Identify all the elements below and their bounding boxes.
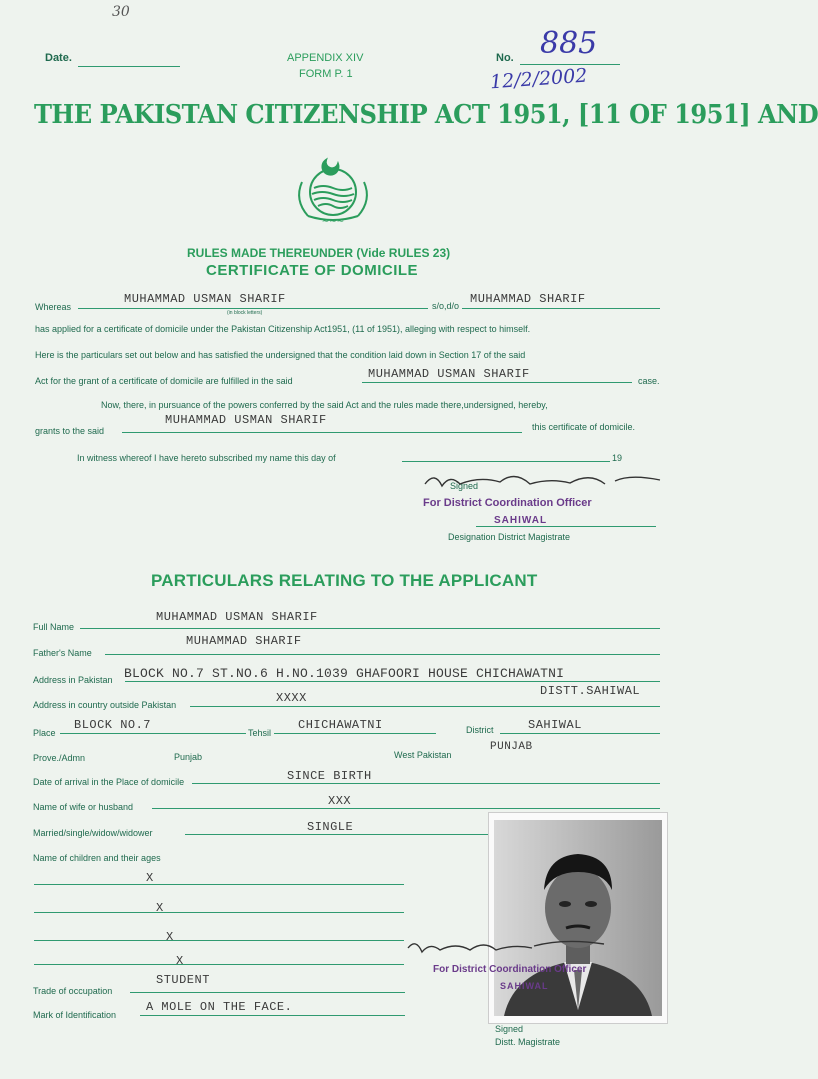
photo-signature-icon <box>404 936 666 966</box>
appendix-label: APPENDIX XIV <box>287 52 364 64</box>
number-label: No. <box>496 52 514 64</box>
applicant-photo-frame <box>488 812 668 1024</box>
full-name-label: Full Name <box>33 622 75 632</box>
photo-stamp-officer: For District Coordination Officer <box>433 964 587 975</box>
handwritten-date: 12/2/2002 <box>489 64 589 94</box>
tehsil-value: CHICHAWATNI <box>298 718 383 732</box>
designation-label: Designation District Magistrate <box>448 532 571 542</box>
occupation-label: Trade of occupation <box>33 986 113 996</box>
date-label: Date. <box>45 52 72 64</box>
photo-signed-label: Signed <box>495 1024 524 1034</box>
child-4: X <box>176 954 184 968</box>
stamp-officer: For District Coordination Officer <box>423 497 592 509</box>
paragraph-2: Here is the particulars set out below and has satisfied the undersigned that the condition laid down in Section 17 of the said <box>35 350 526 360</box>
father-name-certificate: MUHAMMAD SHARIF <box>470 292 586 306</box>
number-value: 885 <box>540 26 598 61</box>
address-pakistan-line2: DISTT.SAHIWAL <box>540 684 641 698</box>
place-label: Place <box>33 728 56 738</box>
corner-mark: 30 <box>112 4 130 20</box>
signed-label: Signed <box>450 481 479 491</box>
arrival-value: SINCE BIRTH <box>287 769 372 783</box>
tehsil-label: Tehsil <box>248 728 272 738</box>
punjab-emblem-icon <box>286 152 380 228</box>
stamp-district: SAHIWAL <box>494 515 548 526</box>
svg-text:~~~: ~~~ <box>321 217 345 227</box>
arrival-label: Date of arrival in the Place of domicile <box>33 777 185 787</box>
witness-text: In witness whereof I have hereto subscribed my name this day of <box>77 453 336 463</box>
paragraph-3: Act for the grant of a certificate of domicile are fulfilled in the said <box>35 376 293 386</box>
grant-name: MUHAMMAD USMAN SHARIF <box>165 413 327 427</box>
province-value: PUNJAB <box>490 741 533 753</box>
west-pakistan-label: West Pakistan <box>394 750 452 760</box>
spouse-value: XXX <box>328 794 352 808</box>
particulars-title: PARTICULARS RELATING TO THE APPLICANT <box>151 571 538 590</box>
case-label: case. <box>638 376 660 386</box>
punjab-label: Punjab <box>174 752 203 762</box>
address-pakistan-label: Address in Pakistan <box>33 675 113 685</box>
marital-value: SINGLE <box>307 820 354 834</box>
spouse-label: Name of wife or husband <box>33 802 134 812</box>
sodo-label: s/o,d/o <box>432 301 460 311</box>
block-letters-note: (in block letters) <box>227 310 263 316</box>
this-certificate-label: this certificate of domicile. <box>532 422 636 432</box>
certificate-title: CERTIFICATE OF DOMICILE <box>206 262 419 279</box>
father-name-label: Father's Name <box>33 648 92 658</box>
year-suffix: 19 <box>612 453 623 463</box>
place-value: BLOCK NO.7 <box>74 718 152 732</box>
magistrate-label: Distt. Magistrate <box>495 1037 561 1047</box>
case-name: MUHAMMAD USMAN SHARIF <box>368 367 530 381</box>
province-label: Prove./Admn <box>33 753 86 763</box>
identification-value: A MOLE ON THE FACE. <box>146 1000 293 1014</box>
paragraph-1: has applied for a certificate of domicile under the Pakistan Citizenship Act1951, (11 of 1951), alleging with respect to himself. <box>35 324 531 334</box>
district-value: SAHIWAL <box>528 718 582 732</box>
marital-label: Married/single/widow/widower <box>33 828 153 838</box>
address-outside-label: Address in country outside Pakistan <box>33 700 177 710</box>
address-pakistan-value: BLOCK NO.7 ST.NO.6 H.NO.1039 GHAFOORI HOUSE CHICHAWATNI <box>124 666 565 681</box>
photo-stamp-district: SAHIWAL <box>500 981 549 991</box>
children-label: Name of children and their ages <box>33 853 161 863</box>
paragraph-4: Now, there, in pursuance of the powers conferred by the said Act and the rules made there,undersigned, hereby, <box>101 400 548 410</box>
district-label: District <box>466 725 494 735</box>
address-outside-value: XXXX <box>276 691 307 705</box>
act-title: THE PAKISTAN CITIZENSHIP ACT 1951, [11 OF 1951] AND <box>34 100 818 130</box>
signature-icon <box>420 466 664 496</box>
grants-label: grants to the said <box>35 426 105 436</box>
identification-label: Mark of Identification <box>33 1010 117 1020</box>
child-2: X <box>156 901 164 915</box>
form-label: FORM P. 1 <box>299 68 353 80</box>
full-name-value: MUHAMMAD USMAN SHARIF <box>156 610 318 624</box>
child-3: X <box>166 930 174 944</box>
whereas-label: Whereas <box>35 302 72 312</box>
applicant-name: MUHAMMAD USMAN SHARIF <box>124 292 286 306</box>
occupation-value: STUDENT <box>156 973 210 987</box>
rules-line: RULES MADE THEREUNDER (Vide RULES 23) <box>187 246 451 260</box>
father-name-value: MUHAMMAD SHARIF <box>186 634 302 648</box>
child-1: X <box>146 871 154 885</box>
